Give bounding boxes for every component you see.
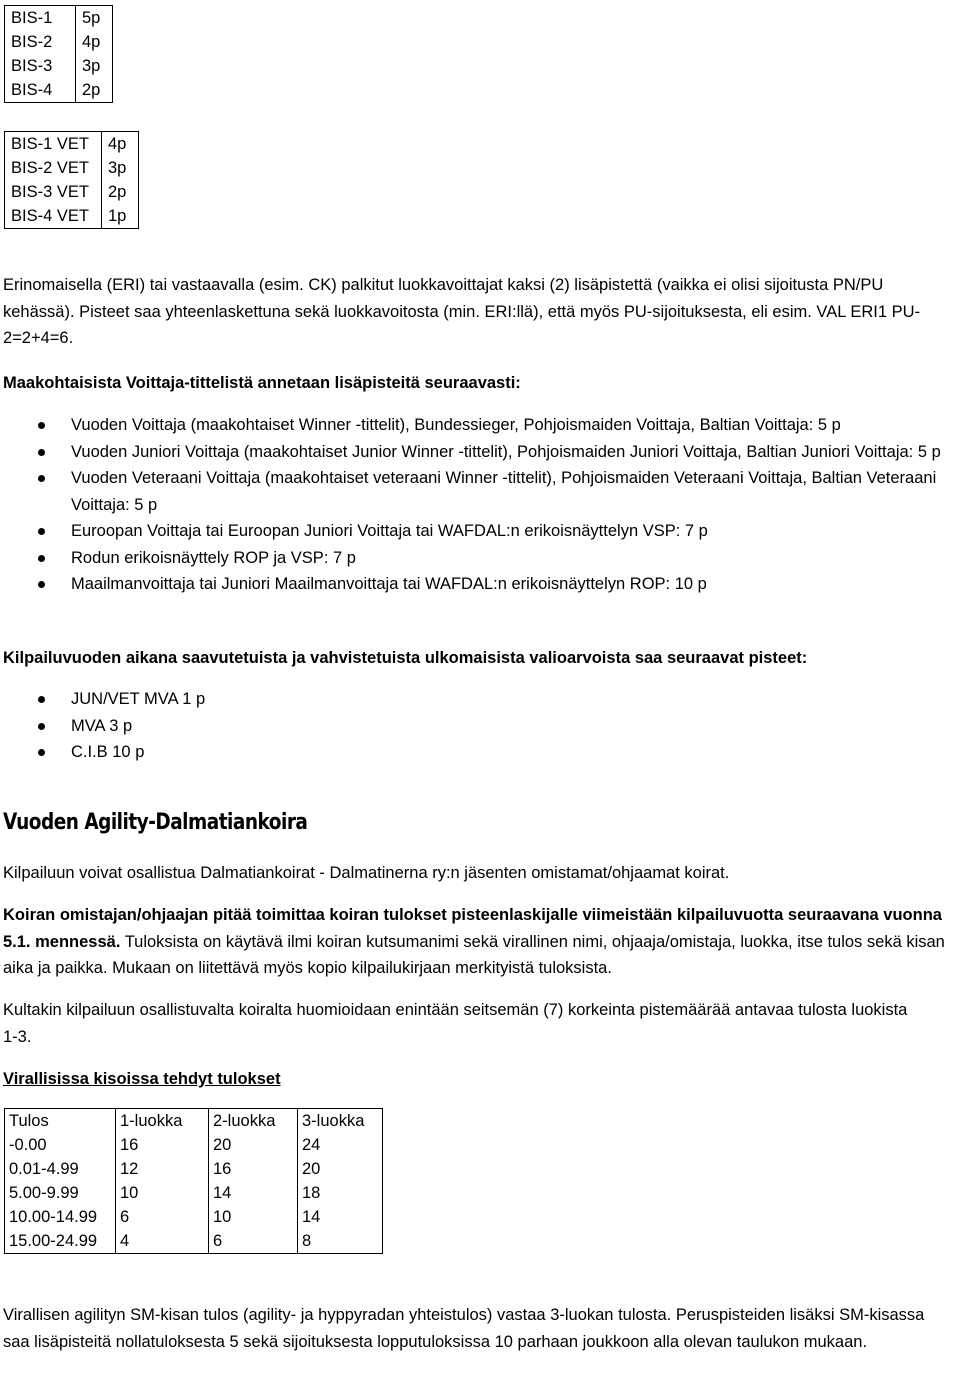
- list-item: [0, 518, 955, 545]
- bis-vet-points: 4p: [102, 132, 139, 157]
- agility-best-seven: Kultakin kilpailuun osallistuvalta koiralta huomioidaan enintään seitsemän (7) korkeinta pistemäärää antavaa tulosta luokista 1-3.: [3, 1001, 908, 1046]
- country-titles-list: [0, 412, 955, 598]
- table-cell: 16: [209, 1157, 298, 1181]
- table-cell: 5.00-9.99: [5, 1181, 116, 1205]
- bis-points: 3p: [76, 54, 113, 78]
- deadline-bold-text: Koiran omistajan/ohjaajan pitää toimittaa koiran tulokset pisteenlaskijalle viimeistään kilpailuvuotta seuraavana vuonna 5.1. mennessä.: [3, 906, 942, 951]
- list-item-text: C.I.B 10 p: [71, 743, 145, 761]
- bis-label: BIS-1: [5, 6, 76, 31]
- table-cell: 8: [298, 1229, 383, 1254]
- bis-vet-label: BIS-4 VET: [5, 204, 102, 229]
- list-item: [0, 739, 955, 766]
- table-cell: 24: [298, 1133, 383, 1157]
- eri-paragraph: Erinomaisella (ERI) tai vastaavalla (esim. CK) palkitut luokkavoittajat kaksi (2) lisäpistettä (vaikka ei olisi sijoitusta PN/PU kehässä). Pisteet saa yhteenlaskettuna sekä luokkavoitosta (min. ERI:llä), että myös PU-sijoituksesta, eli esim. VAL ERI1 PU-2=2+4=6.: [3, 276, 921, 347]
- column-header: 1-luokka: [116, 1109, 209, 1134]
- agility-sm-paragraph: Virallisen agilityn SM-kisan tulos (agility- ja hyppyradan yhteistulos) vastaa 3-luokan tulosta. Peruspisteiden lisäksi SM-kisassa saa lisäpisteitä nollatuloksesta 5 sekä sijoituksesta lopputuloksissa 10 parhaan joukkoon alla olevan taulukon mukaan.: [3, 1306, 925, 1351]
- table-cell: 20: [298, 1157, 383, 1181]
- bullet-icon: [38, 749, 45, 756]
- list-item: [0, 439, 955, 466]
- list-item-text: JUN/VET MVA 1 p: [71, 690, 206, 708]
- table-row: [5, 1181, 383, 1205]
- bullet-icon: [38, 581, 45, 588]
- table-cell: 10: [116, 1181, 209, 1205]
- bis-label: BIS-3: [5, 54, 76, 78]
- table-row: [5, 30, 113, 54]
- list-item-text: MVA 3 p: [71, 716, 133, 735]
- table-row: [5, 78, 113, 103]
- agility-deadline-paragraph: [3, 902, 953, 982]
- agility-section-title: Vuoden Agility-Dalmatiankoira: [3, 810, 308, 835]
- list-item-text: Rodun erikoisnäyttely ROP ja VSP: 7 p: [71, 548, 356, 567]
- table-cell: 10.00-14.99: [5, 1205, 116, 1229]
- table-cell: 12: [116, 1157, 209, 1181]
- results-table: [4, 1108, 383, 1254]
- foreign-titles-heading: Kilpailuvuoden aikana saavutetuista ja vahvistetuista ulkomaisista valioarvoista saa seuraavat pisteet:: [3, 649, 808, 667]
- list-item: [0, 545, 955, 572]
- table-row: [5, 1133, 383, 1157]
- table-cell: 14: [298, 1205, 383, 1229]
- list-item: [0, 465, 955, 518]
- bis-points-table: [4, 5, 113, 103]
- agility-intro: Kilpailuun voivat osallistua Dalmatiankoirat - Dalmatinerna ry:n jäsenten omistamat/ohjaamat koirat.: [3, 864, 730, 882]
- table-cell: 16: [116, 1133, 209, 1157]
- table-cell: 20: [209, 1133, 298, 1157]
- bis-label: BIS-4: [5, 78, 76, 103]
- table-cell: 6: [116, 1205, 209, 1229]
- bis-vet-label: BIS-1 VET: [5, 132, 102, 157]
- table-row: [5, 180, 139, 204]
- list-item-text: Euroopan Voittaja tai Euroopan Juniori Voittaja tai WAFDAL:n erikoisnäyttelyn VSP: 7 p: [71, 522, 708, 540]
- table-row: [5, 204, 139, 229]
- table-cell: 0.01-4.99: [5, 1157, 116, 1181]
- list-item: [0, 412, 955, 439]
- bullet-icon: [38, 449, 45, 456]
- bullet-icon: [38, 422, 45, 429]
- list-item-text: Vuoden Veteraani Voittaja (maakohtaiset veteraani Winner -tittelit), Pohjoismaiden Veteraani Voittaja, Baltian Veteraani Voittaja: 5 p: [71, 469, 937, 514]
- table-row: [5, 6, 113, 31]
- country-titles-heading: Maakohtaisista Voittaja-tittelistä annetaan lisäpisteitä seuraavasti:: [3, 374, 521, 392]
- list-item-text: Vuoden Juniori Voittaja (maakohtaiset Junior Winner -tittelit), Pohjoismaiden Juniori Voittaja, Baltian Juniori Voittaja: 5 p: [71, 442, 941, 461]
- table-row: [5, 1205, 383, 1229]
- bis-points: 2p: [76, 78, 113, 103]
- bullet-icon: [38, 475, 45, 482]
- table-cell: 4: [116, 1229, 209, 1254]
- deadline-text: Tuloksista on käytävä ilmi koiran kutsumanimi sekä virallinen nimi, ohjaaja/omistaja, luokka, itse tulos sekä kisan aika ja paikka. Mukaan on liitettävä myös kopio kilpailukirjaan merkityistä tuloksista.: [3, 932, 945, 977]
- bis-vet-points: 2p: [102, 180, 139, 204]
- table-row: [5, 1229, 383, 1254]
- table-row: [5, 1157, 383, 1181]
- official-results-heading: Virallisissa kisoissa tehdyt tulokset: [3, 1070, 281, 1088]
- bis-vet-label: BIS-2 VET: [5, 156, 102, 180]
- table-cell: 6: [209, 1229, 298, 1254]
- bullet-icon: [38, 723, 45, 730]
- bis-vet-points: 3p: [102, 156, 139, 180]
- list-item: [0, 571, 955, 598]
- bis-label: BIS-2: [5, 30, 76, 54]
- table-row: [5, 156, 139, 180]
- list-item-text: Vuoden Voittaja (maakohtaiset Winner -tittelit), Bundessieger, Pohjoismaiden Voittaja, Baltian Voittaja: 5 p: [71, 416, 841, 434]
- column-header: Tulos: [5, 1109, 116, 1134]
- table-cell: 15.00-24.99: [5, 1229, 116, 1254]
- column-header: 3-luokka: [298, 1109, 383, 1134]
- bis-vet-label: BIS-3 VET: [5, 180, 102, 204]
- table-cell: 14: [209, 1181, 298, 1205]
- list-item-text: Maailmanvoittaja tai Juniori Maailmanvoittaja tai WAFDAL:n erikoisnäyttelyn ROP: 10 p: [71, 575, 707, 593]
- bullet-icon: [38, 528, 45, 535]
- table-cell: 18: [298, 1181, 383, 1205]
- table-cell: 10: [209, 1205, 298, 1229]
- list-item: [0, 686, 955, 713]
- foreign-titles-list: [0, 686, 955, 766]
- bullet-icon: [38, 555, 45, 562]
- table-row: [5, 54, 113, 78]
- bis-points: 4p: [76, 30, 113, 54]
- table-row: [5, 132, 139, 157]
- column-header: 2-luokka: [209, 1109, 298, 1134]
- table-cell: -0.00: [5, 1133, 116, 1157]
- bis-vet-points-table: [4, 131, 139, 229]
- bis-vet-points: 1p: [102, 204, 139, 229]
- list-item: [0, 713, 955, 740]
- table-header-row: [5, 1109, 383, 1134]
- bullet-icon: [38, 696, 45, 703]
- bis-points: 5p: [76, 6, 113, 31]
